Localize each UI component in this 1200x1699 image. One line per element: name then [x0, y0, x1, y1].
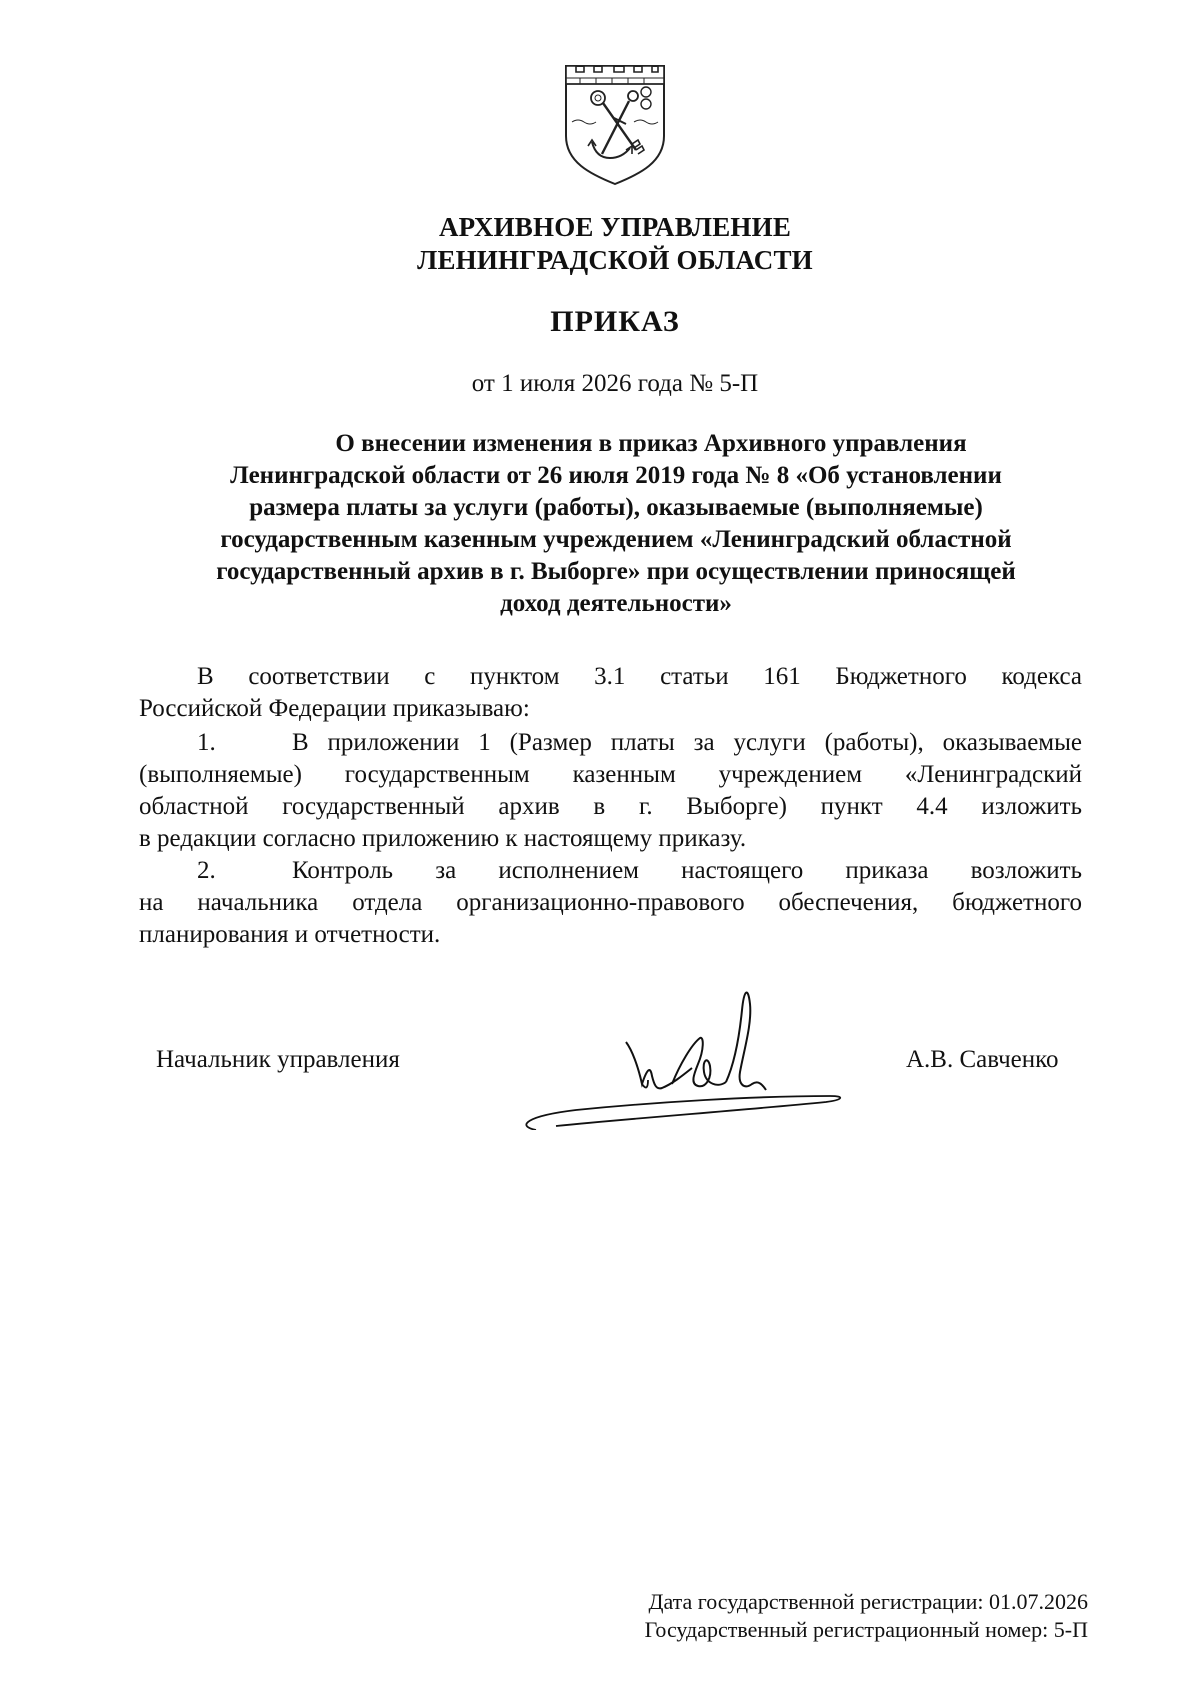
signatory-name: А.В. Савченко — [906, 1046, 1059, 1073]
handwritten-signature-icon — [496, 980, 906, 1130]
order-item-2 — [139, 855, 1082, 951]
registration-date: Дата государственной регистрации: 01.07.2026 — [648, 1589, 1088, 1614]
item-line: на начальника отдела организационно-правового обеспечения, бюджетного — [139, 889, 1082, 916]
document-subject — [150, 428, 1082, 620]
item-line: областной государственный архив в г. Выборге) пункт 4.4 изложить — [139, 793, 1082, 820]
item-number: 2. — [197, 857, 216, 884]
registration-number: Государственный регистрационный номер: 5-П — [644, 1617, 1088, 1642]
document-date-number: от 1 июля 2026 года № 5-П — [471, 370, 759, 397]
subject-line: государственный архив в г. Выборге» при осуществлении приносящей — [216, 558, 1016, 585]
subject-line: Ленинградской области от 26 июля 2019 года № 8 «Об установлении — [230, 462, 1002, 489]
order-item-1 — [139, 727, 1082, 855]
organization-name-line-2: ЛЕНИНГРАДСКОЙ ОБЛАСТИ — [417, 245, 813, 275]
item-line: в редакции согласно приложению к настоящему приказу. — [139, 825, 747, 852]
item-line: В приложении 1 (Размер платы за услуги (работы), оказываемые — [292, 729, 1082, 756]
preamble-line: Российской Федерации приказываю: — [139, 695, 530, 722]
preamble-line: В соответствии с пунктом 3.1 статьи 161 Бюджетного кодекса — [197, 663, 1082, 690]
document-type: ПРИКАЗ — [550, 305, 680, 338]
subject-line: О внесении изменения в приказ Архивного управления — [335, 430, 967, 457]
subject-line: государственным казенным учреждением «Ленинградский областной — [220, 526, 1012, 553]
subject-line: размера платы за услуги (работы), оказываемые (выполняемые) — [249, 494, 983, 521]
item-line: (выполняемые) государственным казенным учреждением «Ленинградский — [139, 761, 1082, 788]
preamble-paragraph — [139, 661, 1082, 725]
coat-of-arms-icon — [562, 62, 668, 186]
signatory-title: Начальник управления — [156, 1046, 400, 1073]
item-number: 1. — [197, 729, 216, 756]
item-line: планирования и отчетности. — [139, 921, 441, 948]
item-line: Контроль за исполнением настоящего приказа возложить — [292, 857, 1082, 884]
organization-name-line-1: АРХИВНОЕ УПРАВЛЕНИЕ — [438, 212, 792, 242]
subject-line: доход деятельности» — [500, 590, 732, 617]
